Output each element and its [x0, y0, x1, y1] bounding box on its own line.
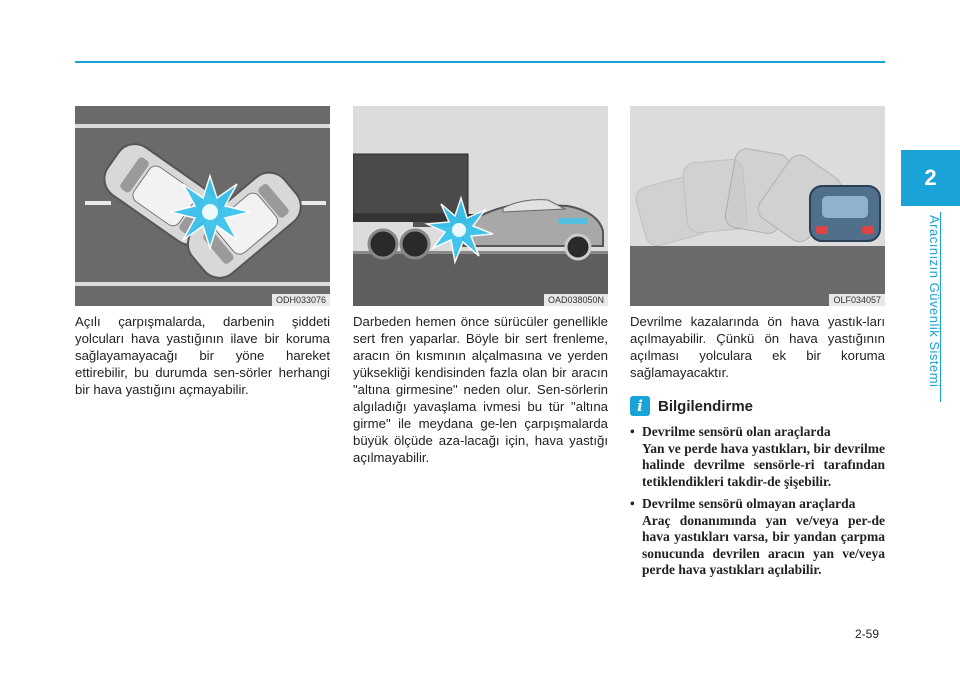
chapter-number: 2 — [924, 165, 937, 190]
bullet-mark: • — [630, 496, 635, 511]
figure-code: OLF034057 — [829, 294, 885, 306]
info-item-head — [630, 496, 885, 513]
underride-illustration — [353, 106, 608, 306]
info-item-head — [630, 424, 885, 441]
page-number: 2-59 — [855, 627, 880, 641]
info-list — [630, 424, 885, 585]
column-text-3: Devrilme kazalarında ön hava yastık-ları açılmayabilir. Çünkü ön hava yastığının açılması yolculara ek bir koruma sağlamayacaktır. — [630, 314, 885, 380]
info-icon: i — [630, 396, 650, 416]
info-item — [630, 496, 885, 579]
info-item-title: Devrilme sensörü olan araçlarda — [642, 424, 831, 439]
angled-collision-illustration — [75, 106, 330, 306]
info-title: Bilgilendirme — [658, 397, 754, 415]
column-text-1: Açılı çarpışmalarda, darbenin şiddeti yolcuları hava yastığının ilave bir koruma sağlayamayacağı bir yöne hareket ettirebilir, bu durumda sen-sörler herhangi bir hava yastığını açmayabilir. — [75, 314, 330, 397]
info-item-body: Yan ve perde hava yastıkları, bir devrilme halinde devrilme sensörle-ri tarafından tetiklendikleri takdir-de şişebilir. — [642, 440, 885, 489]
figure-code: ODH033076 — [272, 294, 330, 306]
figure-code: OAD038050N — [544, 294, 608, 306]
info-item-title: Devrilme sensörü olmayan araçlarda — [642, 496, 856, 511]
figure-underride — [353, 106, 608, 306]
figure-rollover — [630, 106, 885, 306]
figure-angled-collision — [75, 106, 330, 306]
chapter-number-tab — [901, 150, 960, 206]
chapter-title: Aracınızın Güvenlik Sistemi — [927, 215, 942, 388]
info-item — [630, 424, 885, 490]
header-rule — [75, 61, 885, 63]
column-text-2: Darbeden hemen önce sürücüler genellikle sert fren yaparlar. Böyle bir sert frenleme, aracın ön kısmının alçalmasına ve yerden yüksekliği kendisinden fazla olan bir aracın "altına girmesine" neden olur. Sen-sörlerin algıladığı yavaşlama ivmesi bu tür "altına girme" ile meydana ge-len çarpışmalarda büyük ölçüde aza-lacağı için, hava yastığı açılmayabilir. — [353, 314, 608, 465]
bullet-mark: • — [630, 424, 635, 439]
rollover-illustration — [630, 106, 885, 306]
info-item-body: Araç donanımında yan ve/veya per-de hava yastıkları varsa, bir yandan çarpma sonucunda devrilen aracın yan ve/veya perde hava yastıkları açılabilir. — [642, 512, 885, 577]
info-heading — [630, 396, 753, 416]
